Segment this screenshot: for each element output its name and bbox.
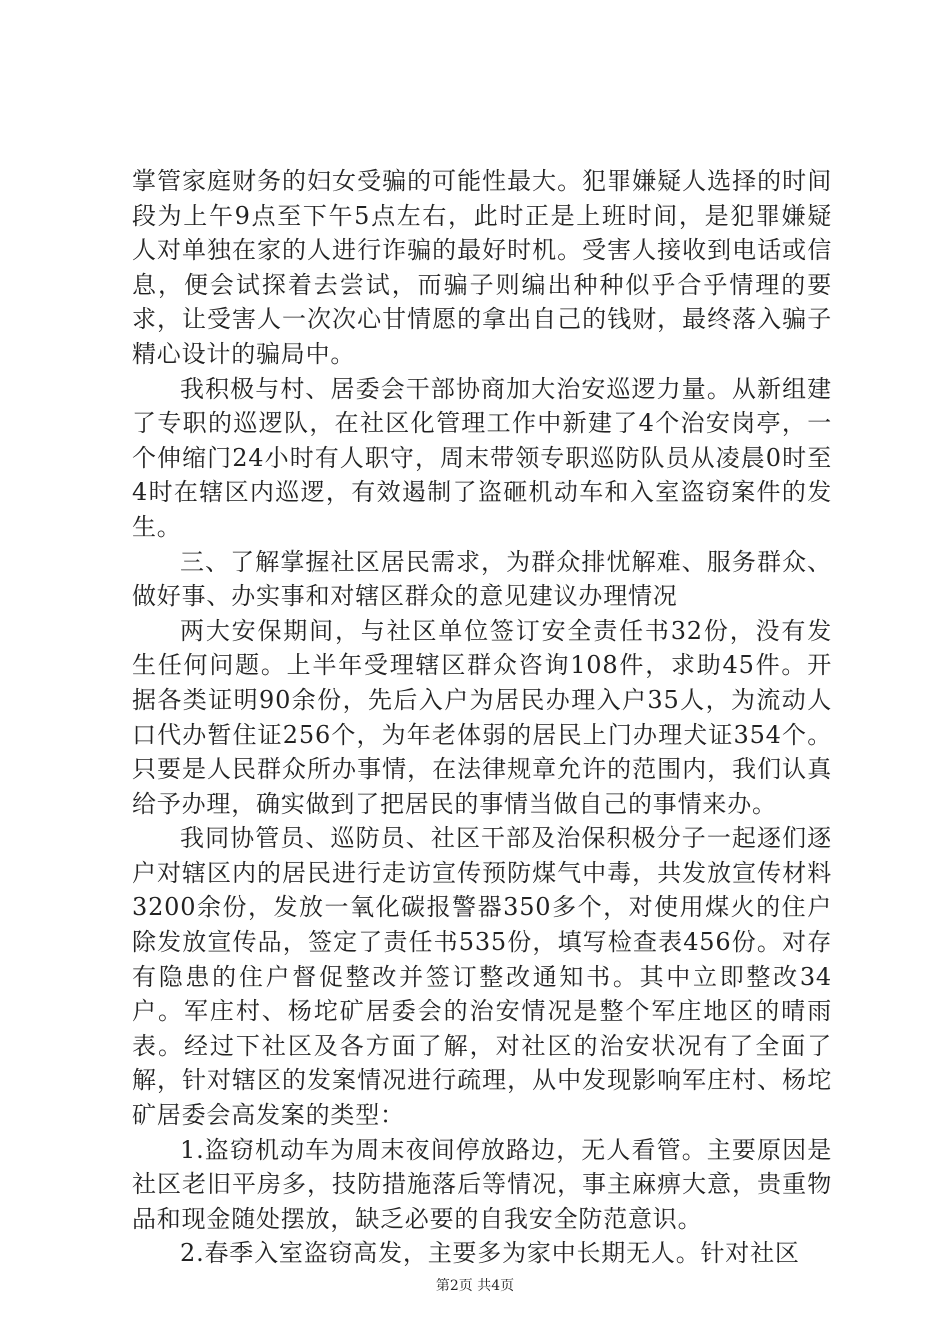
paragraph-4: 两大安保期间，与社区单位签订安全责任书32份，没有发生任何问题。上半年受理辖区群众咨询108件，求助45件。开据各类证明90余份，先后入户为居民办理入户35人，为流动人口代办暂住证256个，为年老体弱的居民上门办理犬证354个。只要是人民群众所办事情，在法律规章允许的范围内，我们认真给予办理，确实做到了把居民的事情当做自己的事情来办。 (132, 616, 832, 818)
document-body (132, 164, 832, 1271)
list-item-2: 2.春季入室盗窃高发，主要多为家中长期无人。针对社区 (180, 1239, 800, 1268)
page-footer: 第2页 共4页 (435, 1278, 515, 1294)
paragraph-5: 我同协管员、巡防员、社区干部及治保积极分子一起逐们逐户对辖区内的居民进行走访宣传预防煤气中毒，共发放宣传材料3200余份，发放一氧化碳报警器350多个，对使用煤火的住户除发放宣传品，签定了责任书535份，填写检查表456份。对存有隐患的住户督促整改并签订整改通知书。其中立即整改34户。军庄村、杨坨矿居委会的治安情况是整个军庄地区的晴雨表。经过下社区及各方面了解，对社区的治安状况有了全面了解，针对辖区的发案情况进行疏理，从中发现影响军庄村、杨坨矿居委会高发案的类型： (132, 824, 832, 1130)
section-heading-3: 三、了解掌握社区居民需求，为群众排忧解难、服务群众、做好事、办实事和对辖区群众的意见建议办理情况 (132, 547, 832, 611)
paragraph-2: 我积极与村、居委会干部协商加大治安巡逻力量。从新组建了专职的巡逻队，在社区化管理工作中新建了4个治安岗亭，一个伸缩门24小时有人职守，周末带领专职巡防队员从凌晨0时至4时在辖区内巡逻，有效遏制了盗砸机动车和入室盗窃案件的发生。 (132, 374, 832, 541)
paragraph-1: 掌管家庭财务的妇女受骗的可能性最大。犯罪嫌疑人选择的时间段为上午9点至下午5点左右，此时正是上班时间，是犯罪嫌疑人对单独在家的人进行诈骗的最好时机。受害人接收到电话或信息，便会试探着去尝试，而骗子则编出种种似乎合乎情理的要求，让受害人一次次心甘情愿的拿出自己的钱财，最终落入骗子精心设计的骗局中。 (132, 167, 832, 368)
list-item-1: 1.盗窃机动车为周末夜间停放路边，无人看管。主要原因是社区老旧平房多，技防措施落后等情况，事主麻痹大意，贵重物品和现金随处摆放，缺乏必要的自我安全防范意识。 (132, 1135, 832, 1233)
